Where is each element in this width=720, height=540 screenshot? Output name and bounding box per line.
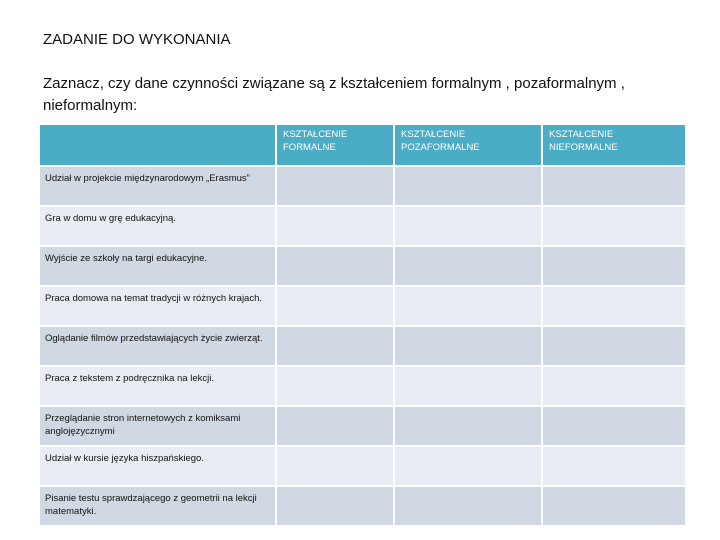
table-row	[39, 486, 686, 526]
answer-cell-formal[interactable]	[276, 446, 394, 486]
answer-cell-informal[interactable]	[542, 366, 686, 406]
header-nonformal: KSZTAŁCENIE POZAFORMALNE	[394, 124, 542, 166]
answer-cell-nonformal[interactable]	[394, 486, 542, 526]
answer-cell-nonformal[interactable]	[394, 246, 542, 286]
answer-cell-formal[interactable]	[276, 486, 394, 526]
answer-cell-informal[interactable]	[542, 246, 686, 286]
answer-cell-formal[interactable]	[276, 166, 394, 206]
answer-cell-nonformal[interactable]	[394, 286, 542, 326]
table-row	[39, 326, 686, 366]
answer-cell-nonformal[interactable]	[394, 166, 542, 206]
answer-cell-nonformal[interactable]	[394, 326, 542, 366]
header-informal: KSZTAŁCENIE NIEFORMALNE	[542, 124, 686, 166]
activity-label: Praca domowa na temat tradycji w różnych krajach.	[39, 286, 276, 326]
activity-label: Wyjście ze szkoły na targi edukacyjne.	[39, 246, 276, 286]
table-header-row	[39, 124, 686, 166]
table-row	[39, 206, 686, 246]
table-row	[39, 446, 686, 486]
table-row	[39, 286, 686, 326]
header-formal: KSZTAŁCENIE FORMALNE	[276, 124, 394, 166]
answer-cell-formal[interactable]	[276, 406, 394, 446]
answer-cell-nonformal[interactable]	[394, 206, 542, 246]
header-corner-cell	[39, 124, 276, 166]
activity-label: Udział w kursie języka hiszpańskiego.	[39, 446, 276, 486]
activity-label: Oglądanie filmów przedstawiających życie zwierząt.	[39, 326, 276, 366]
answer-cell-formal[interactable]	[276, 286, 394, 326]
activity-label: Gra w domu w grę edukacyjną.	[39, 206, 276, 246]
page-title: ZADANIE DO WYKONANIA	[43, 31, 231, 48]
answer-cell-formal[interactable]	[276, 326, 394, 366]
answer-cell-informal[interactable]	[542, 206, 686, 246]
answer-cell-nonformal[interactable]	[394, 406, 542, 446]
table-row	[39, 166, 686, 206]
answer-cell-nonformal[interactable]	[394, 446, 542, 486]
activity-label: Praca z tekstem z podręcznika na lekcji.	[39, 366, 276, 406]
answer-cell-nonformal[interactable]	[394, 366, 542, 406]
answer-cell-informal[interactable]	[542, 286, 686, 326]
table-row	[39, 406, 686, 446]
answer-cell-informal[interactable]	[542, 406, 686, 446]
table-row	[39, 366, 686, 406]
answer-cell-informal[interactable]	[542, 166, 686, 206]
table-row	[39, 246, 686, 286]
answer-cell-informal[interactable]	[542, 446, 686, 486]
answer-cell-informal[interactable]	[542, 326, 686, 366]
answer-cell-formal[interactable]	[276, 366, 394, 406]
answer-cell-informal[interactable]	[542, 486, 686, 526]
instruction-text: Zaznacz, czy dane czynności związane są z kształceniem formalnym , pozaformalnym , nieformalnym:	[43, 75, 625, 114]
classification-table	[38, 123, 687, 527]
activity-label: Udział w projekcie międzynarodowym „Erasmus”	[39, 166, 276, 206]
answer-cell-formal[interactable]	[276, 246, 394, 286]
answer-cell-formal[interactable]	[276, 206, 394, 246]
activity-label: Przeglądanie stron internetowych z komiksami anglojęzycznymi	[39, 406, 276, 446]
activity-label: Pisanie testu sprawdzającego z geometrii na lekcji matematyki.	[39, 486, 276, 526]
